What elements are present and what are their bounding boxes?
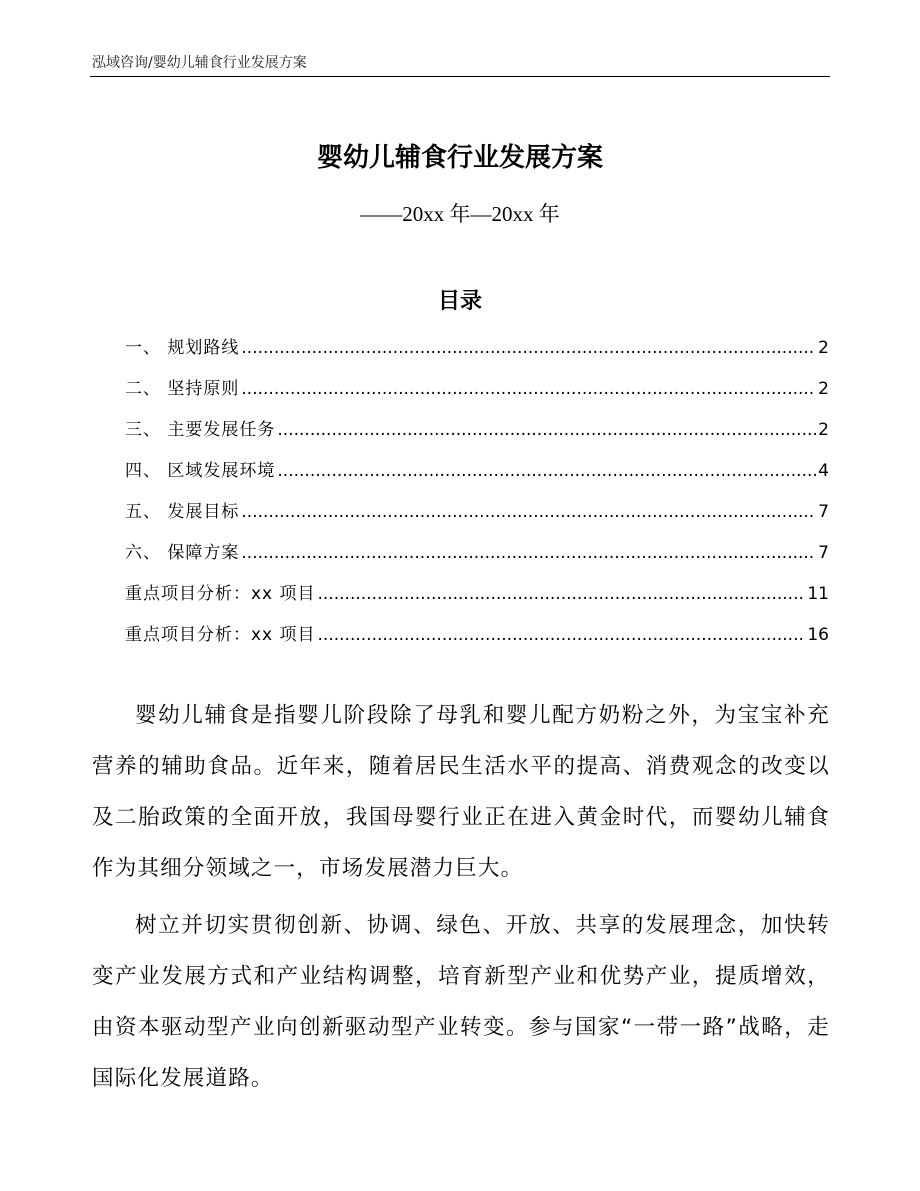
toc-entry-label: 四、 区域发展环境 — [125, 461, 276, 481]
toc-leader-dots — [318, 620, 806, 650]
toc-leader-dots — [241, 333, 816, 363]
toc-entry-page: 2 — [818, 338, 829, 358]
toc-leader-dots — [241, 538, 816, 568]
toc-entry-page: 7 — [818, 543, 829, 563]
toc-leader-dots — [277, 415, 816, 445]
toc-leader-dots — [241, 374, 816, 404]
toc-heading: 目录 — [437, 289, 482, 314]
toc-entry[interactable] — [125, 333, 829, 374]
toc-entry[interactable] — [125, 538, 829, 579]
toc-leader-dots — [277, 456, 816, 486]
toc-entry-page: 11 — [807, 584, 829, 604]
header-divider — [90, 76, 830, 77]
toc-entry[interactable] — [125, 456, 829, 497]
table-of-contents — [125, 333, 829, 661]
toc-entry-label: 重点项目分析：xx 项目 — [125, 584, 316, 604]
toc-entry-page: 2 — [818, 379, 829, 399]
toc-leader-dots — [241, 497, 816, 527]
toc-entry-label: 一、 规划路线 — [125, 338, 240, 358]
toc-entry[interactable] — [125, 620, 829, 661]
body-paragraph: 婴幼儿辅食是指婴儿阶段除了母乳和婴儿配方奶粉之外，为宝宝补充营养的辅助食品。近年来，随着居民生活水平的提高、消费观念的改变以及二胎政策的全面开放，我国母婴行业正在进入黄金时代，而婴幼儿辅食作为其细分领域之一，市场发展潜力巨大。 — [92, 703, 830, 881]
toc-entry-label: 三、 主要发展任务 — [125, 420, 276, 440]
toc-entry-page: 16 — [807, 625, 829, 645]
body-text — [92, 690, 830, 1110]
running-header: 泓域咨询/婴幼儿辅食行业发展方案 — [92, 55, 307, 71]
toc-entry[interactable] — [125, 374, 829, 415]
body-paragraph: 树立并切实贯彻创新、协调、绿色、开放、共享的发展理念，加快转变产业发展方式和产业结构调整，培育新型产业和优势产业，提质增效，由资本驱动型产业向创新驱动型产业转变。参与国家“一带一路”战略，走国际化发展道路。 — [92, 913, 830, 1091]
toc-leader-dots — [318, 579, 806, 609]
toc-entry-label: 二、 坚持原则 — [125, 379, 240, 399]
document-subtitle: ——20xx 年—20xx 年 — [360, 202, 560, 226]
toc-entry[interactable] — [125, 579, 829, 620]
toc-entry-label: 六、 保障方案 — [125, 543, 240, 563]
toc-entry[interactable] — [125, 415, 829, 456]
toc-entry[interactable] — [125, 497, 829, 538]
toc-entry-page: 2 — [818, 420, 829, 440]
toc-entry-label: 五、 发展目标 — [125, 502, 240, 522]
toc-entry-label: 重点项目分析：xx 项目 — [125, 625, 316, 645]
toc-entry-page: 4 — [818, 461, 829, 481]
document-title: 婴幼儿辅食行业发展方案 — [316, 143, 603, 173]
toc-entry-page: 7 — [818, 502, 829, 522]
